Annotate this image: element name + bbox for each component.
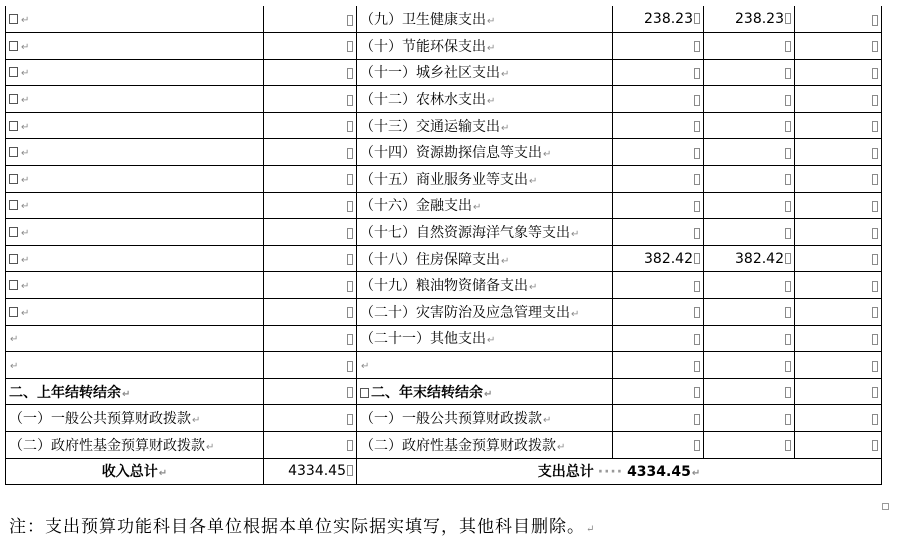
cell-end-mark — [785, 307, 791, 318]
expense-amount-cell — [613, 405, 704, 432]
cell-end-mark — [347, 440, 353, 451]
table-row — [6, 33, 882, 60]
cell-end-mark — [347, 414, 353, 425]
income-item-cell — [6, 325, 264, 352]
cell-end-mark — [347, 68, 353, 79]
checkbox-glyph — [9, 200, 18, 210]
expense-fiscal-amount-value: 238.23 — [735, 11, 784, 28]
checkbox-glyph — [9, 14, 18, 24]
return-mark: ↵ — [206, 441, 215, 453]
income-total-value: 4334.45 — [288, 463, 346, 480]
expense-amount-cell — [613, 245, 704, 272]
return-mark: ↵ — [10, 334, 19, 346]
cell-end-mark — [785, 361, 791, 372]
expense-fiscal-amount-cell — [704, 166, 795, 193]
table-row — [6, 352, 882, 379]
table-row — [6, 299, 882, 326]
expense-other-cell — [795, 139, 882, 166]
income-item-cell — [6, 299, 264, 326]
return-mark: ↵ — [21, 228, 30, 240]
cell-end-mark — [785, 387, 791, 398]
return-mark: ↵ — [487, 42, 496, 54]
expense-other-cell — [795, 272, 882, 299]
expense-amount-cell — [613, 299, 704, 326]
cell-end-mark — [872, 307, 878, 318]
cell-end-mark — [785, 121, 791, 132]
expense-fiscal-amount-cell — [704, 245, 795, 272]
checkbox-glyph — [9, 307, 18, 317]
cell-end-mark — [347, 41, 353, 52]
income-amount-cell — [264, 378, 357, 405]
expense-amount-cell — [613, 59, 704, 86]
expense-item-cell — [357, 86, 613, 113]
expense-amount-cell — [613, 325, 704, 352]
return-mark: ↵ — [192, 415, 201, 427]
expense-item-cell — [357, 325, 613, 352]
expense-item-cell — [357, 432, 613, 459]
income-amount-cell — [264, 352, 357, 379]
income-item-cell — [6, 378, 264, 405]
cell-end-mark — [347, 201, 353, 212]
checkbox-glyph — [9, 67, 18, 77]
cell-end-mark — [872, 281, 878, 292]
income-amount-cell — [264, 405, 357, 432]
return-mark: ↵ — [21, 68, 30, 80]
return-mark: ↵ — [21, 95, 30, 107]
cell-end-mark — [694, 414, 700, 425]
cell-end-mark — [785, 95, 791, 106]
income-amount-cell — [264, 432, 357, 459]
expense-other-cell — [795, 192, 882, 219]
return-mark: ↵ — [691, 468, 701, 480]
income-amount-cell — [264, 112, 357, 139]
table-row — [6, 325, 882, 352]
expense-fiscal-amount-cell — [704, 272, 795, 299]
income-amount-cell — [264, 245, 357, 272]
expense-other-cell — [795, 6, 882, 33]
expense-item-label: 二、年末结转结余 — [371, 384, 483, 401]
checkbox-glyph — [9, 147, 18, 157]
cell-end-mark — [785, 13, 791, 24]
income-amount-cell — [264, 6, 357, 33]
cell-end-mark — [872, 95, 878, 106]
expense-other-cell — [795, 378, 882, 405]
totals-row — [6, 458, 882, 485]
cell-end-mark — [872, 440, 878, 451]
return-mark: ↵ — [571, 308, 580, 320]
budget-table-body — [6, 6, 882, 458]
cell-end-mark — [347, 307, 353, 318]
cell-end-mark — [872, 201, 878, 212]
expense-item-label: （十一）城乡社区支出 — [360, 65, 500, 82]
table-row — [6, 405, 882, 432]
footnote — [9, 512, 595, 537]
return-mark: ↵ — [21, 201, 30, 213]
cell-end-mark — [694, 201, 700, 212]
expense-amount-cell — [613, 192, 704, 219]
cell-end-mark — [872, 15, 878, 26]
return-mark: ↵ — [487, 96, 496, 108]
income-item-cell — [6, 245, 264, 272]
cell-end-mark — [694, 13, 700, 24]
expense-item-cell — [357, 192, 613, 219]
cell-end-mark — [872, 68, 878, 79]
expense-item-cell — [357, 272, 613, 299]
expense-fiscal-amount-cell — [704, 432, 795, 459]
table-row — [6, 192, 882, 219]
table-row — [6, 245, 882, 272]
cell-end-mark — [347, 228, 353, 239]
expense-amount-cell — [613, 378, 704, 405]
expense-amount-cell — [613, 219, 704, 246]
income-total-label: 收入总计 — [101, 464, 158, 481]
expense-item-label: （十三）交通运输支出 — [360, 118, 500, 135]
expense-amount-cell — [613, 6, 704, 33]
return-mark: ↵ — [529, 175, 538, 187]
cell-end-mark — [785, 440, 791, 451]
expense-other-cell — [795, 59, 882, 86]
return-mark: ↵ — [21, 41, 30, 53]
return-mark: ↵ — [543, 415, 552, 427]
cell-end-mark — [347, 334, 353, 345]
expense-fiscal-amount-cell — [704, 112, 795, 139]
cell-end-mark — [785, 41, 791, 52]
table-row — [6, 272, 882, 299]
income-amount-cell — [264, 192, 357, 219]
expense-fiscal-amount-cell — [704, 219, 795, 246]
expense-amount-cell — [613, 272, 704, 299]
expense-other-cell — [795, 299, 882, 326]
cell-end-mark — [872, 361, 878, 372]
cell-end-mark — [872, 387, 878, 398]
expense-other-cell — [795, 86, 882, 113]
expense-item-label: （十九）粮油物资储备支出 — [360, 278, 528, 295]
cell-end-mark — [872, 334, 878, 345]
expense-other-cell — [795, 219, 882, 246]
expense-total-cell — [357, 458, 882, 485]
expense-item-label: （一）一般公共预算财政拨款 — [360, 411, 542, 428]
cell-end-mark — [785, 414, 791, 425]
income-item-cell — [6, 86, 264, 113]
expense-item-cell — [357, 299, 613, 326]
return-mark: ↵ — [21, 307, 30, 319]
expense-amount-cell — [613, 33, 704, 60]
income-item-cell — [6, 192, 264, 219]
expense-fiscal-amount-cell — [704, 59, 795, 86]
income-item-label: 二、上年结转结余 — [9, 384, 121, 401]
income-item-label: （二）政府性基金预算财政拨款 — [9, 437, 205, 454]
expense-item-cell — [357, 378, 613, 405]
table-row — [6, 86, 882, 113]
cell-end-mark — [694, 228, 700, 239]
table-row — [6, 219, 882, 246]
checkbox-glyph — [9, 227, 18, 237]
expense-fiscal-amount-cell — [704, 86, 795, 113]
expense-fiscal-amount-cell — [704, 325, 795, 352]
expense-item-cell — [357, 166, 613, 193]
cell-end-mark — [347, 361, 353, 372]
cell-end-mark — [694, 95, 700, 106]
expense-fiscal-amount-cell — [704, 405, 795, 432]
return-mark: ↵ — [21, 254, 30, 266]
expense-amount-value: 238.23 — [644, 11, 693, 28]
income-item-label: （一）一般公共预算财政拨款 — [9, 411, 191, 428]
checkbox-glyph — [360, 388, 369, 398]
expense-item-label: （十六）金融支出 — [360, 198, 472, 215]
income-amount-cell — [264, 86, 357, 113]
checkbox-glyph — [9, 254, 18, 264]
checkbox-glyph — [9, 94, 18, 104]
income-item-cell — [6, 33, 264, 60]
cell-end-mark — [872, 121, 878, 132]
cell-end-mark — [347, 148, 353, 159]
checkbox-glyph — [9, 121, 18, 131]
expense-item-cell — [357, 59, 613, 86]
expense-fiscal-amount-cell — [704, 352, 795, 379]
expense-item-cell — [357, 139, 613, 166]
return-mark: ↵ — [10, 361, 19, 373]
cell-end-mark — [694, 307, 700, 318]
expense-item-cell — [357, 352, 613, 379]
income-amount-cell — [264, 299, 357, 326]
expense-other-cell — [795, 33, 882, 60]
income-item-cell — [6, 272, 264, 299]
income-item-cell — [6, 219, 264, 246]
return-mark: ↵ — [501, 255, 510, 267]
expense-amount-cell — [613, 139, 704, 166]
cell-end-mark — [694, 334, 700, 345]
income-item-cell — [6, 139, 264, 166]
cell-end-mark — [872, 41, 878, 52]
table-row — [6, 59, 882, 86]
table-row — [6, 378, 882, 405]
expense-amount-cell — [613, 432, 704, 459]
cell-end-mark — [347, 387, 353, 398]
cell-end-mark — [694, 387, 700, 398]
return-mark: ↵ — [484, 388, 493, 400]
checkbox-glyph — [9, 174, 18, 184]
return-mark: ↵ — [487, 16, 496, 28]
income-total-label-cell — [6, 458, 264, 485]
expense-item-label: （九）卫生健康支出 — [360, 12, 486, 29]
return-mark: ↵ — [487, 335, 496, 347]
expense-amount-cell — [613, 86, 704, 113]
expense-total-value: 4334.45 — [627, 464, 691, 481]
cell-end-mark — [785, 201, 791, 212]
income-item-cell — [6, 166, 264, 193]
cell-end-mark — [694, 281, 700, 292]
return-mark: ↵ — [501, 122, 510, 134]
checkbox-glyph — [9, 280, 18, 290]
return-mark: ↵ — [543, 149, 552, 161]
income-amount-cell — [264, 59, 357, 86]
expense-item-label: （十五）商业服务业等支出 — [360, 171, 528, 188]
cell-end-mark — [347, 95, 353, 106]
expense-amount-cell — [613, 112, 704, 139]
return-mark: ↵ — [571, 229, 580, 241]
budget-table-sheet — [5, 6, 881, 485]
expense-other-cell — [795, 405, 882, 432]
cell-end-mark — [694, 148, 700, 159]
expense-other-cell — [795, 245, 882, 272]
return-mark: ↵ — [361, 361, 370, 373]
expense-item-label: （十）节能环保支出 — [360, 38, 486, 55]
return-mark: ↵ — [21, 15, 30, 27]
table-row — [6, 139, 882, 166]
income-item-cell — [6, 112, 264, 139]
tab-leader-dots: ···· — [597, 464, 624, 481]
checkbox-glyph — [9, 41, 18, 51]
budget-table — [5, 6, 882, 485]
cell-end-mark — [785, 334, 791, 345]
cell-end-mark — [347, 254, 353, 265]
return-mark: ↵ — [21, 174, 30, 186]
cell-end-mark — [694, 253, 700, 264]
expense-fiscal-amount-cell — [704, 378, 795, 405]
expense-fiscal-amount-cell — [704, 299, 795, 326]
return-mark: ↵ — [158, 468, 168, 480]
income-item-cell — [6, 6, 264, 33]
return-mark: ↵ — [529, 282, 538, 294]
return-mark: ↵ — [21, 281, 30, 293]
expense-other-cell — [795, 166, 882, 193]
income-amount-cell — [264, 325, 357, 352]
expense-fiscal-amount-value: 382.42 — [735, 250, 784, 267]
expense-item-label: （十八）住房保障支出 — [360, 251, 500, 268]
cell-end-mark — [694, 68, 700, 79]
expense-item-cell — [357, 405, 613, 432]
cell-end-mark — [872, 174, 878, 185]
return-mark: ↵ — [586, 524, 596, 535]
expense-item-cell — [357, 33, 613, 60]
expense-item-cell — [357, 112, 613, 139]
cell-end-mark — [872, 228, 878, 239]
return-mark: ↵ — [501, 69, 510, 81]
expense-fiscal-amount-cell — [704, 192, 795, 219]
expense-other-cell — [795, 432, 882, 459]
cell-end-mark — [785, 148, 791, 159]
cell-end-mark — [872, 148, 878, 159]
income-amount-cell — [264, 166, 357, 193]
expense-fiscal-amount-cell — [704, 33, 795, 60]
expense-fiscal-amount-cell — [704, 6, 795, 33]
cell-end-mark — [872, 414, 878, 425]
income-amount-cell — [264, 139, 357, 166]
expense-item-cell — [357, 6, 613, 33]
income-item-cell — [6, 405, 264, 432]
table-row — [6, 432, 882, 459]
cell-end-mark — [785, 174, 791, 185]
income-amount-cell — [264, 219, 357, 246]
return-mark: ↵ — [122, 388, 131, 400]
expense-item-cell — [357, 245, 613, 272]
table-row — [6, 6, 882, 33]
footnote-text: 注：支出预算功能科目各单位根据本单位实际据实填写，其他科目删除。 — [9, 517, 585, 537]
income-amount-cell — [264, 33, 357, 60]
expense-total-label: 支出总计 — [537, 464, 594, 481]
cell-end-mark — [347, 121, 353, 132]
cell-end-mark — [785, 253, 791, 264]
cell-end-mark — [785, 281, 791, 292]
cell-end-mark — [347, 15, 353, 26]
cell-end-mark — [347, 465, 353, 476]
cell-end-mark — [785, 228, 791, 239]
cell-end-mark — [785, 68, 791, 79]
expense-item-label: （二）政府性基金预算财政拨款 — [360, 437, 556, 454]
table-end-mark — [882, 503, 889, 510]
income-item-cell — [6, 352, 264, 379]
expense-other-cell — [795, 112, 882, 139]
cell-end-mark — [694, 440, 700, 451]
cell-end-mark — [872, 254, 878, 265]
cell-end-mark — [694, 174, 700, 185]
cell-end-mark — [694, 41, 700, 52]
expense-item-label: （十四）资源勘探信息等支出 — [360, 145, 542, 162]
income-item-cell — [6, 432, 264, 459]
table-row — [6, 112, 882, 139]
return-mark: ↵ — [473, 202, 482, 214]
cell-end-mark — [694, 121, 700, 132]
expense-item-label: （十七）自然资源海洋气象等支出 — [360, 225, 570, 242]
expense-item-label: （二十一）其他支出 — [360, 331, 486, 348]
expense-amount-cell — [613, 352, 704, 379]
expense-other-cell — [795, 325, 882, 352]
expense-item-label: （二十）灾害防治及应急管理支出 — [360, 304, 570, 321]
return-mark: ↵ — [21, 121, 30, 133]
cell-end-mark — [694, 361, 700, 372]
cell-end-mark — [347, 281, 353, 292]
return-mark: ↵ — [557, 441, 566, 453]
income-amount-cell — [264, 272, 357, 299]
expense-item-label: （十二）农林水支出 — [360, 92, 486, 109]
expense-amount-value: 382.42 — [644, 250, 693, 267]
cell-end-mark — [347, 174, 353, 185]
expense-fiscal-amount-cell — [704, 139, 795, 166]
income-item-cell — [6, 59, 264, 86]
expense-item-cell — [357, 219, 613, 246]
income-total-value-cell — [264, 458, 357, 485]
expense-amount-cell — [613, 166, 704, 193]
expense-other-cell — [795, 352, 882, 379]
table-row — [6, 166, 882, 193]
return-mark: ↵ — [21, 148, 30, 160]
